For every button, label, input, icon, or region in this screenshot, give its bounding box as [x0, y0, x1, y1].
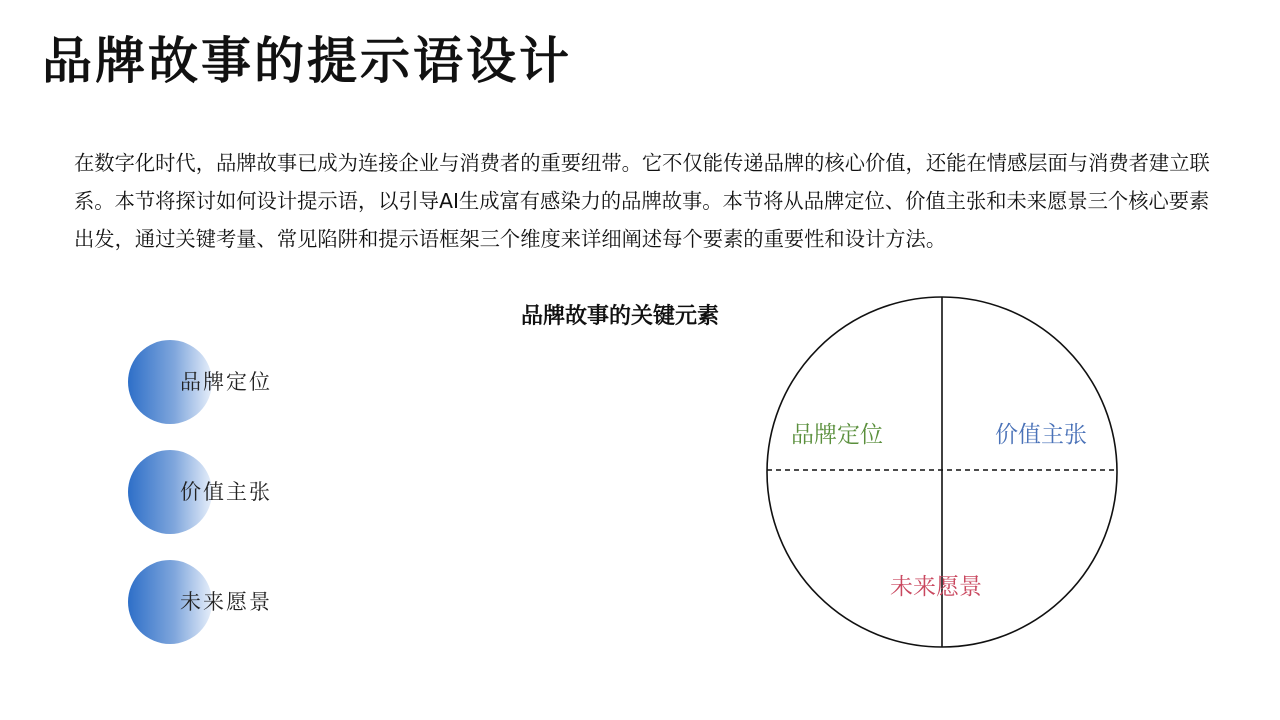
element-label: 未来愿景: [180, 590, 272, 614]
intro-paragraph: 在数字化时代，品牌故事已成为连接企业与消费者的重要纽带。它不仅能传递品牌的核心价值，还能在情感层面与消费者建立联系。本节将探讨如何设计提示语，以引导AI生成富有感染力的品牌故事。本节将从品牌定位、价值主张和未来愿景三个核心要素出发，通过关键考量、常见陷阱和提示语框架三个维度来详细阐述每个要素的重要性和设计方法。: [74, 151, 1210, 251]
section-subtitle: 品牌故事的关键元素: [520, 304, 719, 329]
quadrant-label-brand-positioning: 品牌定位: [791, 422, 883, 448]
element-list: [128, 340, 328, 670]
quadrant-label-value-proposition: 价值主张: [995, 422, 1087, 448]
element-item-future-vision: [128, 560, 328, 644]
element-label: 品牌定位: [180, 370, 272, 394]
page-title: 品牌故事的提示语设计: [42, 32, 572, 90]
quadrant-diagram: [760, 290, 1124, 654]
element-item-value-proposition: [128, 450, 328, 534]
element-item-brand-positioning: [128, 340, 328, 424]
quadrant-label-future-vision: 未来愿景: [890, 574, 982, 600]
element-label: 价值主张: [180, 480, 272, 504]
